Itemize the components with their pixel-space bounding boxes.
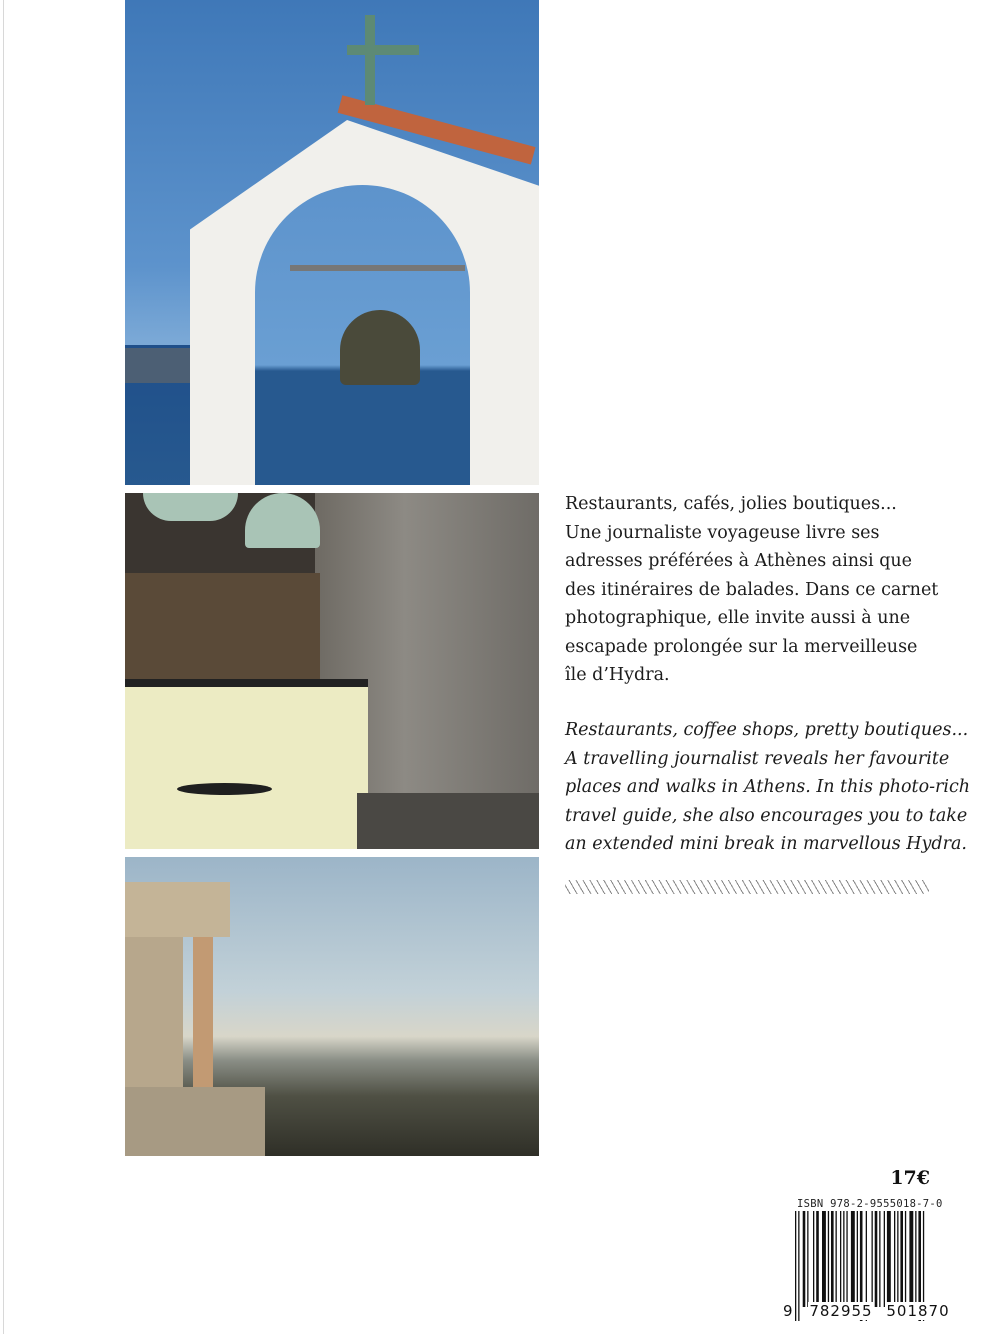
barcode-bar [831, 1211, 834, 1307]
text-line: an extended mini break in marvellous Hydra. [565, 834, 967, 854]
barcode-digits [782, 1302, 951, 1320]
text-line: Une journaliste voyageuse livre ses [565, 522, 880, 543]
hatched-divider [565, 880, 929, 894]
photo-acropolis-view [125, 857, 539, 1156]
barcode-bar [822, 1211, 826, 1307]
barcode-bar [884, 1211, 885, 1307]
barcode-bar [894, 1211, 895, 1307]
barcode-bar [879, 1211, 880, 1307]
text-line: île d’Hydra. [565, 665, 670, 685]
barcode-bar [905, 1211, 906, 1307]
barcode-bar [807, 1211, 808, 1307]
text-line: Restaurants, coffee shops, pretty boutiques... [565, 720, 969, 740]
barcode-bar [900, 1211, 903, 1307]
barcode-bar [875, 1211, 878, 1307]
text-line: escapade prolongée sur la merveilleuse [565, 636, 918, 657]
text-line: Restaurants, cafés, jolies boutiques... [565, 494, 897, 514]
price: 17€ [890, 1167, 930, 1189]
description-french [565, 490, 938, 690]
barcode-bar [836, 1211, 837, 1307]
barcode-bar [887, 1211, 891, 1307]
text-line: photographique, elle invite aussi à une [565, 608, 911, 628]
barcode-digits-left: 782955 [809, 1302, 873, 1320]
barcode-digits-right: 501870 [886, 1302, 950, 1320]
text-line: des itinéraires de balades. Dans ce carnet [565, 579, 939, 600]
barcode-bar [846, 1211, 847, 1307]
isbn-label: ISBN 978-2-9555018-7-0 [797, 1198, 943, 1210]
barcode-bar [915, 1211, 916, 1307]
text-line: adresses préférées à Athènes ainsi que [565, 551, 913, 571]
barcode-bar [857, 1211, 858, 1307]
barcode-bar [897, 1211, 898, 1307]
photo-cafe-interior [125, 493, 539, 849]
photo-bell-tower [125, 0, 539, 485]
text-line: places and walks in Athens. In this photo-rich [565, 777, 971, 797]
barcode-bar [872, 1211, 873, 1307]
barcode-digit-first: 9 [783, 1302, 794, 1320]
barcode-bar [843, 1211, 844, 1307]
description-english [565, 716, 970, 859]
barcode-bar [813, 1211, 814, 1307]
barcode-bar [851, 1211, 855, 1307]
barcode-bar [840, 1211, 841, 1307]
text-line: travel guide, she also encourages you to take [565, 805, 968, 826]
barcode-bar [909, 1211, 913, 1307]
text-line: A travelling journalist reveals her favourite [565, 748, 950, 769]
barcode-bar [816, 1211, 819, 1307]
page-edge [3, 0, 4, 1334]
barcode-bar [828, 1211, 829, 1307]
barcode-bar [803, 1211, 806, 1307]
